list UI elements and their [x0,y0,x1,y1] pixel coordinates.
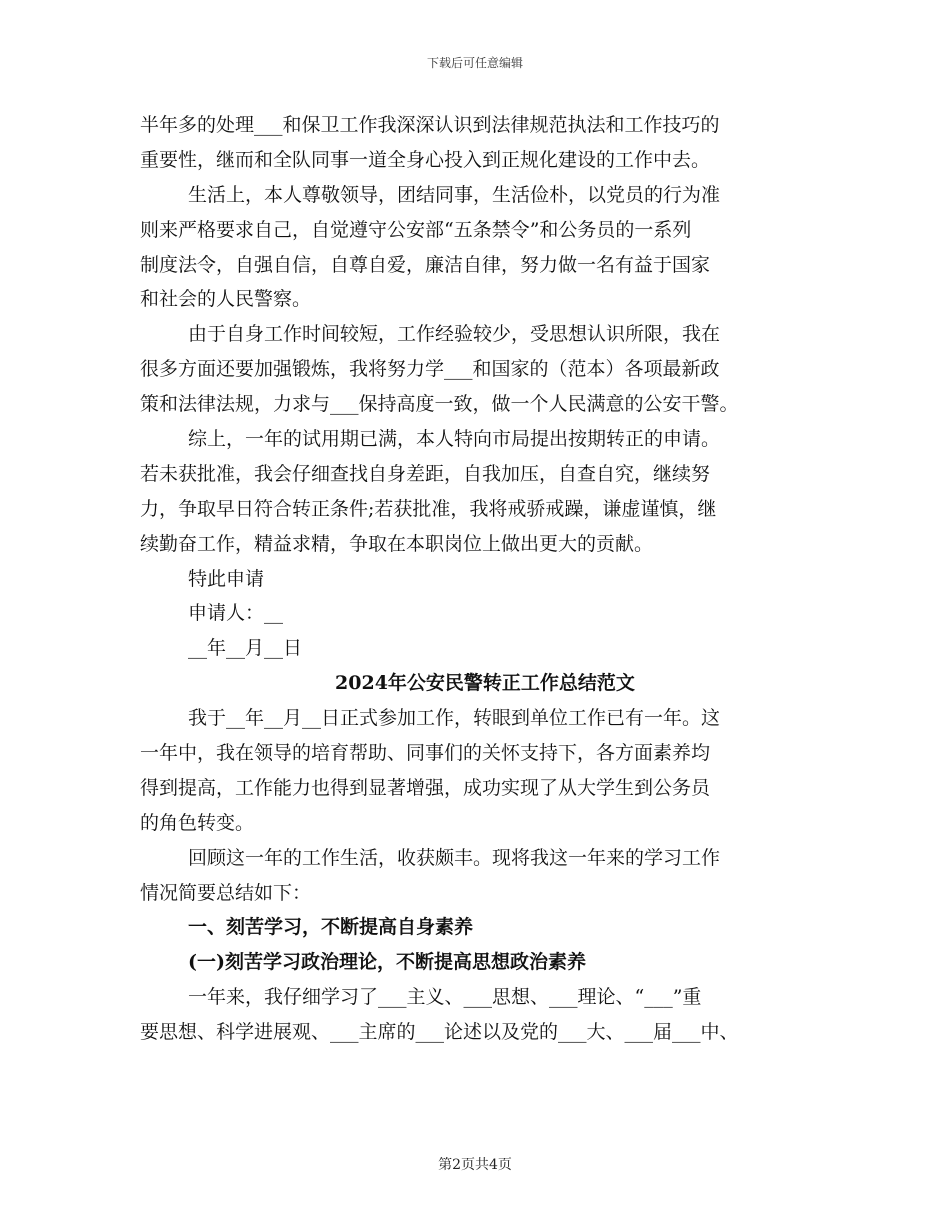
text-line: 若未获批准，我会仔细查找自身差距，自我加压，自查自究，继续努 [140,462,711,485]
text-line: 制度法令，自强自信，自尊自爱，廉洁自律，努力做一名有益于国家 [140,253,711,276]
document-title: 2024年公安民警转正工作总结范文 [335,672,635,695]
section-heading: (一)刻苦学习政治理论，不断提高思想政治素养 [188,951,586,974]
text-line: 要思想、科学进展观、___主席的___论述以及党的___大、___届___中、 [140,1021,739,1044]
text-line: 特此申请 [188,567,265,590]
text-line: 的角色转变。 [140,811,255,834]
text-line: 生活上，本人尊敬领导，团结同事，生活俭朴，以党员的行为准 [188,183,721,206]
text-line: 回顾这一年的工作生活，收获颇丰。现将我这一年来的学习工作 [188,846,721,869]
document-body [140,108,830,1050]
page-header: 下载后可任意编辑 [426,56,523,70]
text-line: 重要性，继而和全队同事一道全身心投入到正规化建设的工作中去。 [140,148,711,171]
text-line: 申请人：__ [188,602,284,625]
text-line: 情况简要总结如下： [140,881,312,904]
text-line: 得到提高，工作能力也得到显著增强，成功实现了从大学生到公务员 [140,776,711,799]
text-line: 一年来，我仔细学习了___主义、___思想、___理论、“___”重 [188,986,702,1009]
text-line: 我于__年__月__日正式参加工作，转眼到单位工作已有一年。这 [188,707,721,730]
text-line: 则来严格要求自己，自觉遵守公安部“五条禁令”和公务员的一系列 [140,218,692,241]
text-line: 续勤奋工作，精益求精，争取在本职岗位上做出更大的贡献。 [140,532,654,555]
page-footer: 第2页共4页 [438,1157,512,1173]
text-line: 综上，一年的试用期已满，本人特向市局提出按期转正的申请。 [188,428,721,451]
text-line: 力，争取早日符合转正条件;若获批准，我将戒骄戒躁，谦虚谨慎，继 [140,497,717,520]
text-line: 策和法律法规，力求与___保持高度一致，做一个人民满意的公安干警。 [140,393,739,416]
text-line: 很多方面还要加强锻炼，我将努力学___和国家的（范本）各项最新政 [140,358,720,381]
text-line: __年__月__日 [188,637,303,660]
text-line: 一年中，我在领导的培育帮助、同事们的关怀支持下，各方面素养均 [140,742,711,765]
text-line: 和社会的人民警察。 [140,288,312,311]
section-heading: 一、刻苦学习，不断提高自身素养 [188,916,474,939]
text-line: 半年多的处理___和保卫工作我深深认识到法律规范执法和工作技巧的 [140,114,720,136]
text-line: 由于自身工作时间较短，工作经验较少，受思想认识所限，我在 [188,323,721,346]
